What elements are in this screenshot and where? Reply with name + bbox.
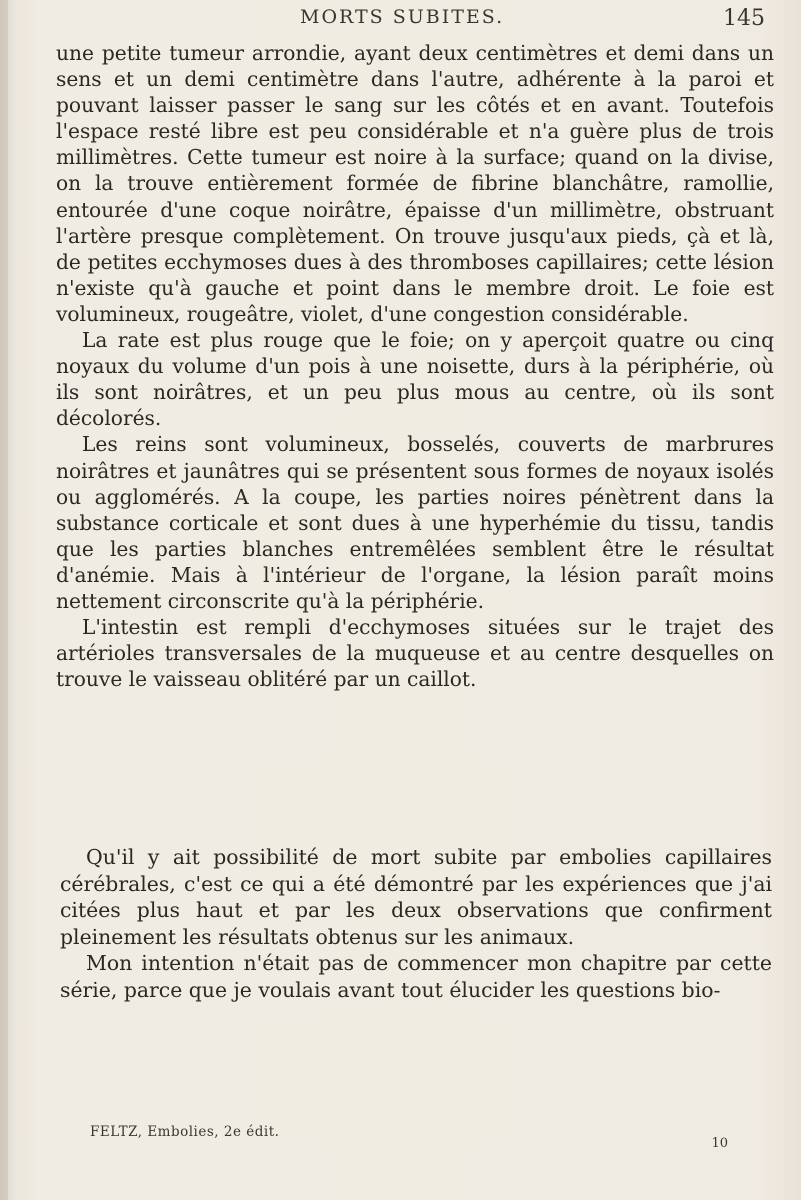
paragraph: Qu'il y ait possibilité de mort subite par embolies capillaires cérébrales, c'est ce qui a été démontré par les expériences que j'ai citées plus haut et par les deux observations que confirment pleinement les résultats obtenus sur les animaux.	[60, 845, 772, 949]
page-header	[0, 6, 801, 34]
paragraph: La rate est plus rouge que le foie; on y aperçoit quatre ou cinq noyaux du volume d'un pois à une noisette, durs à la périphérie, où ils sont noirâtres, et un peu plus mous au centre, où ils sont décolorés.	[56, 328, 774, 431]
signature-note: FELTZ, Embolies, 2e édit.	[90, 1124, 280, 1140]
page-number: 145	[723, 6, 765, 31]
second-text-block	[60, 844, 772, 1004]
page-footer	[90, 1124, 780, 1154]
binding-gutter	[0, 0, 8, 1200]
main-text-block	[56, 40, 774, 692]
signature-mark: 10	[711, 1136, 728, 1151]
paragraph: Les reins sont volumineux, bosselés, couverts de marbrures noirâtres et jaunâtres qui se présentent sous formes de noyaux isolés ou agglomérés. A la coupe, les parties noires pénètrent dans la substance corticale et sont dues à une hyperhémie du tissu, tandis que les parties blanches entremêlées semblent être le résultat d'anémie. Mais à l'intérieur de l'organe, la lésion paraît moins nettement circonscrite qu'à la périphérie.	[56, 432, 774, 613]
paragraph: une petite tumeur arrondie, ayant deux centimètres et demi dans un sens et un demi centimètre dans l'autre, adhérente à la paroi et pouvant laisser passer le sang sur les côtés et en avant. Toutefois l'espace resté libre est peu considérable et n'a guère plus de trois millimètres. Cette tumeur est noire à la surface; quand on la divise, on la trouve entièrement formée de fibrine blanchâtre, ramollie, entourée d'une coque noirâtre, épaisse d'un millimètre, obstruant l'artère presque complètement. On trouve jusqu'aux pieds, çà et là, de petites ecchymoses dues à des thromboses capillaires; cette lésion n'existe qu'à gauche et point dans le membre droit. Le foie est volumineux, rougeâtre, violet, d'une congestion considérable.	[56, 41, 774, 326]
paragraph: Mon intention n'était pas de commencer mon chapitre par cette série, parce que je voulais avant tout élucider les questions bio-	[60, 951, 772, 1002]
running-title: MORTS SUBITES.	[300, 6, 505, 28]
paragraph: L'intestin est rempli d'ecchymoses situées sur le trajet des artérioles transversales de la muqueuse et au centre desquelles on trouve le vaisseau oblitéré par un caillot.	[56, 615, 774, 692]
